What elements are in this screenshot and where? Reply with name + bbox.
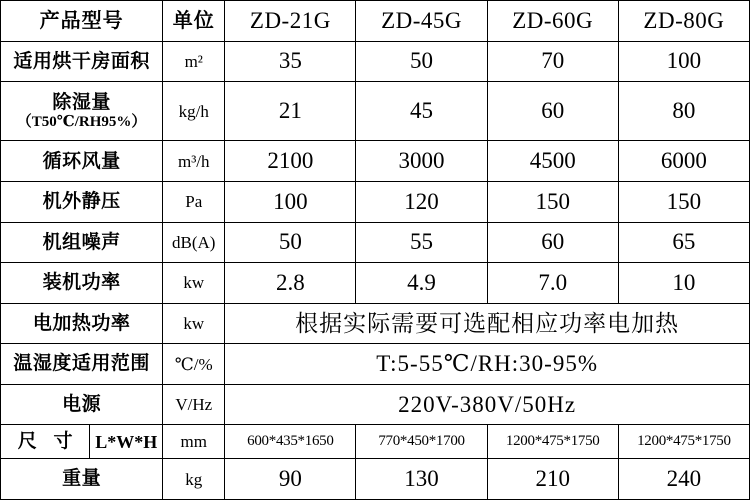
row-unit: kg — [163, 459, 225, 500]
row-label: 机组噪声 — [1, 222, 163, 263]
table-row — [1, 384, 750, 425]
row-unit: m² — [163, 41, 225, 82]
header-unit: 单位 — [163, 1, 225, 42]
row-value: 45 — [356, 82, 487, 141]
row-label: 循环风量 — [1, 141, 163, 182]
row-value: 60 — [487, 82, 618, 141]
row-label: 温湿度适用范围 — [1, 344, 163, 385]
row-label: 重量 — [1, 459, 163, 500]
row-value: 120 — [356, 182, 487, 223]
row-value: 210 — [487, 459, 618, 500]
table-row — [1, 222, 750, 263]
row-value-merged: 根据实际需要可选配相应功率电加热 — [225, 303, 750, 344]
header-model-2: ZD-45G — [356, 1, 487, 42]
row-label — [1, 82, 163, 141]
row-value: 35 — [225, 41, 356, 82]
row-value: 70 — [487, 41, 618, 82]
row-unit: V/Hz — [163, 384, 225, 425]
table-row — [1, 182, 750, 223]
table-row — [1, 263, 750, 304]
row-unit: kw — [163, 263, 225, 304]
header-model-1: ZD-21G — [225, 1, 356, 42]
table-row — [1, 303, 750, 344]
row-unit: m³/h — [163, 141, 225, 182]
row-label-main: 除湿量 — [52, 92, 111, 114]
row-value: 7.0 — [487, 263, 618, 304]
row-value: 80 — [618, 82, 749, 141]
row-value: 50 — [356, 41, 487, 82]
row-value: 100 — [225, 182, 356, 223]
row-label-main: 尺 寸 — [17, 431, 79, 453]
row-value: 2.8 — [225, 263, 356, 304]
row-value: 2100 — [225, 141, 356, 182]
row-value-merged: 220V-380V/50Hz — [225, 384, 750, 425]
row-label-dimensions: L*W*H — [95, 431, 158, 452]
row-value: 21 — [225, 82, 356, 141]
row-unit: mm — [163, 425, 225, 459]
header-model-4: ZD-80G — [618, 1, 749, 42]
row-unit: ℃/% — [163, 344, 225, 385]
row-value: 600*435*1650 — [225, 425, 356, 459]
table-row — [1, 459, 750, 500]
table-row — [1, 344, 750, 385]
row-value: 6000 — [618, 141, 749, 182]
row-value: 50 — [225, 222, 356, 263]
row-unit: dB(A) — [163, 222, 225, 263]
table-header-row — [1, 1, 750, 42]
row-value: 60 — [487, 222, 618, 263]
row-label: 适用烘干房面积 — [1, 41, 163, 82]
row-label: 装机功率 — [1, 263, 163, 304]
row-unit: Pa — [163, 182, 225, 223]
row-label-sub: （T50℃/RH95%） — [16, 113, 147, 130]
table-row — [1, 141, 750, 182]
header-param: 产品型号 — [1, 1, 163, 42]
row-unit: kw — [163, 303, 225, 344]
row-value: 1200*475*1750 — [487, 425, 618, 459]
row-value: 150 — [618, 182, 749, 223]
row-value: 240 — [618, 459, 749, 500]
row-value: 90 — [225, 459, 356, 500]
table-row — [1, 425, 750, 459]
row-value: 4500 — [487, 141, 618, 182]
header-model-3: ZD-60G — [487, 1, 618, 42]
row-value: 1200*475*1750 — [618, 425, 749, 459]
row-value: 65 — [618, 222, 749, 263]
row-value: 3000 — [356, 141, 487, 182]
row-value: 100 — [618, 41, 749, 82]
row-label: 电源 — [1, 384, 163, 425]
row-label: 电加热功率 — [1, 303, 163, 344]
row-value-merged: T:5-55℃/RH:30-95% — [225, 344, 750, 385]
row-unit: kg/h — [163, 82, 225, 141]
row-label: 机外静压 — [1, 182, 163, 223]
row-label-size — [1, 425, 163, 459]
row-value: 55 — [356, 222, 487, 263]
table-row — [1, 82, 750, 141]
row-value: 150 — [487, 182, 618, 223]
table-row — [1, 41, 750, 82]
row-value: 770*450*1700 — [356, 425, 487, 459]
row-value: 4.9 — [356, 263, 487, 304]
row-value: 10 — [618, 263, 749, 304]
row-value: 130 — [356, 459, 487, 500]
